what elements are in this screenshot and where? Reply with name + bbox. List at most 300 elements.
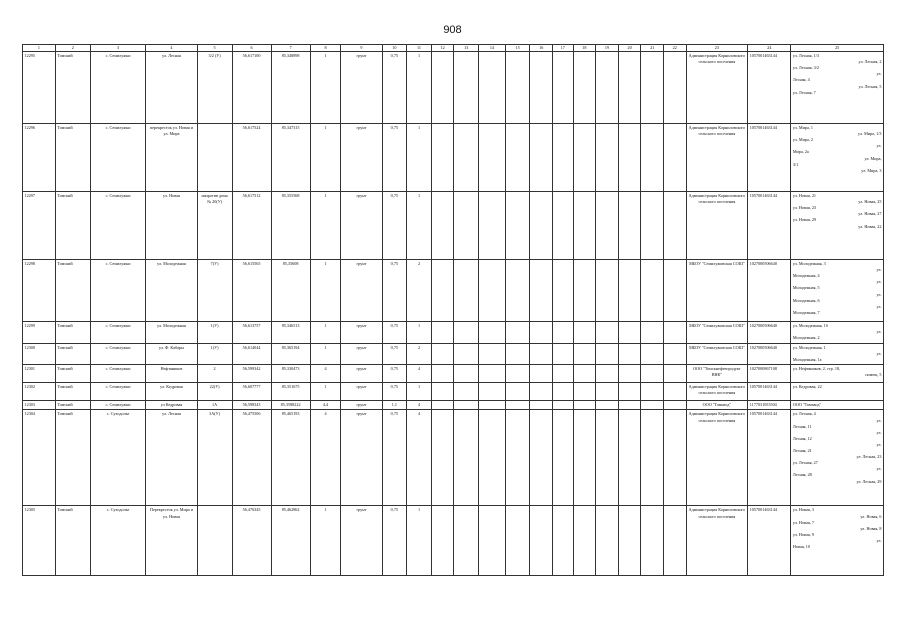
source-address: 3/1 <box>792 161 799 167</box>
house-number <box>197 124 232 192</box>
source-address: ул. Мира, 1/3 <box>858 131 882 137</box>
table-row <box>23 410 884 506</box>
owner: Администрация Корниловского сельского поселения <box>686 410 748 506</box>
latitude: 56,615565 <box>232 260 271 322</box>
district: Томский <box>55 344 90 365</box>
record-id: 12299 <box>23 322 56 344</box>
source-address: Мира, 2а <box>792 149 809 155</box>
owner: МБОУ "Семилужовская СОШ" <box>686 322 748 344</box>
container-volume: 2 <box>407 260 432 322</box>
empty-cell <box>618 192 641 260</box>
empty-cell <box>553 52 574 124</box>
empty-cell <box>663 365 686 383</box>
record-id: 12301 <box>23 365 56 383</box>
empty-cell <box>618 401 641 410</box>
empty-cell <box>479 506 506 576</box>
empty-cell <box>553 260 574 322</box>
district: Томский <box>55 52 90 124</box>
house-number: 22(У) <box>197 383 232 401</box>
house-number: 3/2 (У) <box>197 52 232 124</box>
container-volume: 1 <box>407 322 432 344</box>
waste-sources <box>791 344 884 365</box>
source-address: ул. Новая, 29 <box>792 217 817 223</box>
source-address: ул. Лесная, 3/2 <box>792 65 820 71</box>
street: ул. Лесная <box>146 52 197 124</box>
container-count: 1 <box>310 192 341 260</box>
empty-cell <box>596 383 619 401</box>
container-volume: 1 <box>407 383 432 401</box>
source-address: ул. Новая, 3 <box>792 507 814 513</box>
owner: МБОУ "Семилужовская СОШ" <box>686 344 748 365</box>
empty-cell <box>663 344 686 365</box>
empty-cell <box>505 192 530 260</box>
column-number: 22 <box>663 45 686 52</box>
longitude: 85,35608 <box>271 260 310 322</box>
container-volume: 1 <box>407 506 432 576</box>
source-address: Лесная, 11 <box>792 423 812 429</box>
empty-cell <box>641 401 664 410</box>
record-id: 12302 <box>23 383 56 401</box>
empty-cell <box>641 192 664 260</box>
record-id: 12304 <box>23 410 56 506</box>
empty-cell <box>479 192 506 260</box>
source-address: ул. Мира, <box>864 155 882 161</box>
empty-cell <box>573 52 596 124</box>
district: Томский <box>55 322 90 344</box>
source-address: ул. Лесная, 29 <box>856 478 882 484</box>
empty-cell <box>596 52 619 124</box>
table-row <box>23 383 884 401</box>
column-number: 5 <box>197 45 232 52</box>
container-count: 1 <box>310 260 341 322</box>
house-number: 1А <box>197 401 232 410</box>
surface-type: грунт <box>341 260 382 322</box>
empty-cell <box>505 322 530 344</box>
longitude: 85,355568 <box>271 192 310 260</box>
source-address: ул. Новая, 25 <box>858 199 882 205</box>
settlement: с. Семилужки <box>90 401 145 410</box>
source-address: ул. <box>876 279 882 285</box>
record-id: 12296 <box>23 124 56 192</box>
empty-cell <box>618 322 641 344</box>
empty-cell <box>479 124 506 192</box>
table-row <box>23 365 884 383</box>
source-address: ул. Новая, 9 <box>792 531 814 537</box>
empty-cell <box>505 365 530 383</box>
settlement: с. Семилужки <box>90 383 145 401</box>
house-number: 2 <box>197 365 232 383</box>
empty-cell <box>618 410 641 506</box>
empty-cell <box>479 410 506 506</box>
container-volume: 4 <box>407 410 432 506</box>
column-number: 18 <box>573 45 596 52</box>
empty-cell <box>618 383 641 401</box>
column-number: 19 <box>596 45 619 52</box>
district: Томский <box>55 410 90 506</box>
empty-cell <box>596 506 619 576</box>
waste-sources <box>791 401 884 410</box>
empty-cell <box>454 401 479 410</box>
empty-cell <box>431 322 454 344</box>
empty-cell <box>505 124 530 192</box>
empty-cell <box>431 383 454 401</box>
empty-cell <box>596 260 619 322</box>
column-number: 8 <box>310 45 341 52</box>
container-volume: 1 <box>407 52 432 124</box>
settlement: с. Семилужки <box>90 260 145 322</box>
street: Нефтяников <box>146 365 197 383</box>
street: ул. Лесная <box>146 410 197 506</box>
ogrn: 1057001463144 <box>748 506 791 576</box>
column-number: 6 <box>232 45 271 52</box>
site-area: 0,75 <box>382 365 407 383</box>
container-count: 4,4 <box>310 401 341 410</box>
empty-cell <box>641 260 664 322</box>
empty-cell <box>573 344 596 365</box>
empty-cell <box>505 401 530 410</box>
source-address: Лесная, 28 <box>792 472 812 478</box>
latitude: 56,607777 <box>232 383 271 401</box>
empty-cell <box>454 124 479 192</box>
latitude: 56,614044 <box>232 344 271 365</box>
table-row <box>23 401 884 410</box>
empty-cell <box>479 52 506 124</box>
empty-cell <box>454 52 479 124</box>
longitude: 85,462862 <box>271 506 310 576</box>
longitude: 85,346513 <box>271 322 310 344</box>
street: ул. Молодежная <box>146 322 197 344</box>
source-address: ул. Мира, 1 <box>792 125 814 131</box>
empty-cell <box>530 192 553 260</box>
empty-cell <box>596 410 619 506</box>
source-address: ООО "Томьвод" <box>792 402 822 408</box>
surface-type: грунт <box>341 383 382 401</box>
empty-cell <box>454 322 479 344</box>
empty-cell <box>505 506 530 576</box>
source-address: ул. Лесная, 1/3 <box>792 53 820 59</box>
empty-cell <box>618 52 641 124</box>
owner: Администрация Корниловского сельского поселения <box>686 383 748 401</box>
source-address: ул. Лесная, 7 <box>792 89 816 95</box>
site-area: 0,75 <box>382 124 407 192</box>
source-address: ул. <box>876 71 882 77</box>
longitude: 85,3588222 <box>271 401 310 410</box>
container-count: 1 <box>310 124 341 192</box>
column-number-row <box>23 45 884 52</box>
empty-cell <box>530 383 553 401</box>
empty-cell <box>431 365 454 383</box>
site-area: 0,75 <box>382 260 407 322</box>
longitude: 85,348898 <box>271 52 310 124</box>
empty-cell <box>530 260 553 322</box>
ogrn: 1057001463144 <box>748 410 791 506</box>
column-number: 17 <box>553 45 574 52</box>
ogrn: 1057001463144 <box>748 192 791 260</box>
house-number: напротив дома № 20(У) <box>197 192 232 260</box>
street: ул. Кедровая <box>146 383 197 401</box>
column-number: 16 <box>530 45 553 52</box>
empty-cell <box>663 506 686 576</box>
street: ул. Молодежная <box>146 260 197 322</box>
container-volume: 4 <box>407 365 432 383</box>
waste-sources <box>791 52 884 124</box>
empty-cell <box>596 192 619 260</box>
source-address: Молодежная, 5 <box>792 285 820 291</box>
container-volume: 1 <box>407 192 432 260</box>
waste-sources <box>791 322 884 344</box>
column-number: 9 <box>341 45 382 52</box>
site-area: 0,75 <box>382 192 407 260</box>
site-area: 1,1 <box>382 401 407 410</box>
empty-cell <box>618 260 641 322</box>
empty-cell <box>573 383 596 401</box>
source-address: ул. <box>876 466 882 472</box>
latitude: 56,617100 <box>232 52 271 124</box>
column-number: 14 <box>479 45 506 52</box>
empty-cell <box>530 365 553 383</box>
owner: ООО "Томскнефтепродукт ВНК" <box>686 365 748 383</box>
source-address: ул. Новая, 8 <box>860 525 882 531</box>
empty-cell <box>431 192 454 260</box>
waste-sources <box>791 410 884 506</box>
owner: ООО "Томьвод" <box>686 401 748 410</box>
record-id: 12305 <box>23 506 56 576</box>
longitude: 85,465193 <box>271 410 310 506</box>
surface-type: грунт <box>341 401 382 410</box>
empty-cell <box>663 192 686 260</box>
empty-cell <box>663 322 686 344</box>
source-address: Молодежная, 6 <box>792 297 820 303</box>
column-number: 2 <box>55 45 90 52</box>
waste-sources <box>791 383 884 401</box>
empty-cell <box>530 401 553 410</box>
ogrn: 1057001463144 <box>748 52 791 124</box>
column-number: 20 <box>618 45 641 52</box>
record-id: 12297 <box>23 192 56 260</box>
empty-cell <box>479 365 506 383</box>
district: Томский <box>55 124 90 192</box>
district: Томский <box>55 401 90 410</box>
source-address: Молодежная, 1а <box>792 357 822 363</box>
settlement: с. Семилужки <box>90 344 145 365</box>
column-number: 12 <box>431 45 454 52</box>
latitude: 56,599342 <box>232 365 271 383</box>
table-row <box>23 344 884 365</box>
source-address: ул. <box>876 303 882 309</box>
owner: Администрация Корниловского сельского поселения <box>686 506 748 576</box>
source-address: ул. Лесная, 4 <box>792 411 816 417</box>
empty-cell <box>596 344 619 365</box>
source-address: Молодежная, 4 <box>792 273 820 279</box>
source-address: ул. Новая, 21 <box>792 193 817 199</box>
empty-cell <box>431 410 454 506</box>
column-number: 10 <box>382 45 407 52</box>
site-area: 0,75 <box>382 322 407 344</box>
page-number: 908 <box>443 24 462 36</box>
empty-cell <box>618 365 641 383</box>
source-address: ул. Лесная, 23 <box>856 454 882 460</box>
owner: Администрация Корниловского сельского поселения <box>686 52 748 124</box>
empty-cell <box>530 410 553 506</box>
container-count: 4 <box>310 365 341 383</box>
empty-cell <box>553 365 574 383</box>
latitude: 56,617524 <box>232 124 271 192</box>
column-number: 25 <box>791 45 884 52</box>
house-number <box>197 506 232 576</box>
source-address: ул. Лесная, 2 <box>858 59 882 65</box>
source-address: ул. Новая, 23 <box>792 205 817 211</box>
latitude: 56,617512 <box>232 192 271 260</box>
table-row <box>23 124 884 192</box>
district: Томский <box>55 260 90 322</box>
settlement: с. Суходолье <box>90 506 145 576</box>
empty-cell <box>479 344 506 365</box>
source-address: Лесная, 4 <box>792 77 810 83</box>
source-address: ул. Мира, 3 <box>861 167 882 173</box>
empty-cell <box>530 52 553 124</box>
empty-cell <box>641 52 664 124</box>
empty-cell <box>618 344 641 365</box>
surface-type: грунт <box>341 344 382 365</box>
empty-cell <box>553 401 574 410</box>
source-address: ул. Мира, 2 <box>792 137 814 143</box>
empty-cell <box>431 401 454 410</box>
empty-cell <box>431 124 454 192</box>
street: ул. Новая <box>146 192 197 260</box>
empty-cell <box>505 344 530 365</box>
empty-cell <box>431 344 454 365</box>
source-address: ул. Лесная, 5 <box>858 83 882 89</box>
empty-cell <box>454 344 479 365</box>
empty-cell <box>530 124 553 192</box>
column-number: 7 <box>271 45 310 52</box>
empty-cell <box>663 52 686 124</box>
waste-sources <box>791 260 884 322</box>
empty-cell <box>641 344 664 365</box>
house-number: 7(У) <box>197 260 232 322</box>
street: перекресток ул. Новая и ул. Мира <box>146 124 197 192</box>
source-address: ул. <box>876 267 882 273</box>
empty-cell <box>454 260 479 322</box>
house-number: 3А(У) <box>197 410 232 506</box>
empty-cell <box>641 410 664 506</box>
latitude: 56,613757 <box>232 322 271 344</box>
owner: Администрация Корниловского сельского поселения <box>686 192 748 260</box>
record-id: 12295 <box>23 52 56 124</box>
empty-cell <box>505 410 530 506</box>
empty-cell <box>663 124 686 192</box>
waste-sources <box>791 506 884 576</box>
house-number: 1(У) <box>197 322 232 344</box>
empty-cell <box>573 365 596 383</box>
table-row <box>23 260 884 322</box>
settlement: с. Семилужки <box>90 124 145 192</box>
ogrn: 1177031053504 <box>748 401 791 410</box>
record-id: 12303 <box>23 401 56 410</box>
empty-cell <box>454 506 479 576</box>
column-number: 24 <box>748 45 791 52</box>
surface-type: грунт <box>341 410 382 506</box>
source-address: ул. Молодежная, 3 <box>792 261 826 267</box>
container-count: 1 <box>310 322 341 344</box>
empty-cell <box>596 322 619 344</box>
empty-cell <box>573 260 596 322</box>
ogrn: 1057001463144 <box>748 383 791 401</box>
empty-cell <box>479 322 506 344</box>
source-address: ул. <box>876 351 882 357</box>
source-address: ул. <box>876 143 882 149</box>
record-id: 12298 <box>23 260 56 322</box>
source-address: ул. Молодежная, 1 <box>792 345 826 351</box>
surface-type: грунт <box>341 322 382 344</box>
source-address: помещ. 5 <box>865 372 882 378</box>
settlement: с. Семилужки <box>90 192 145 260</box>
table-row <box>23 506 884 576</box>
latitude: 56,476345 <box>232 506 271 576</box>
empty-cell <box>573 401 596 410</box>
empty-cell <box>454 410 479 506</box>
container-count: 1 <box>310 344 341 365</box>
empty-cell <box>641 322 664 344</box>
site-area: 0,75 <box>382 344 407 365</box>
empty-cell <box>530 344 553 365</box>
waste-sources <box>791 124 884 192</box>
container-count: 4 <box>310 410 341 506</box>
empty-cell <box>641 383 664 401</box>
empty-cell <box>505 52 530 124</box>
ogrn: 1027000506640 <box>748 260 791 322</box>
latitude: 56,475506 <box>232 410 271 506</box>
container-count: 1 <box>310 383 341 401</box>
empty-cell <box>553 410 574 506</box>
empty-cell <box>641 124 664 192</box>
waste-sources <box>791 192 884 260</box>
empty-cell <box>618 124 641 192</box>
source-address: ул. <box>876 537 882 543</box>
empty-cell <box>553 506 574 576</box>
surface-type: грунт <box>341 192 382 260</box>
empty-cell <box>663 260 686 322</box>
empty-cell <box>530 322 553 344</box>
empty-cell <box>596 365 619 383</box>
source-address: Молодежная, 2 <box>792 335 820 341</box>
surface-type: грунт <box>341 365 382 383</box>
source-address: ул. Молодежная, 1б <box>792 323 828 329</box>
empty-cell <box>431 260 454 322</box>
empty-cell <box>431 52 454 124</box>
site-area: 0,75 <box>382 410 407 506</box>
site-area: 0,75 <box>382 506 407 576</box>
source-address: Новая, 10 <box>792 544 810 550</box>
empty-cell <box>663 401 686 410</box>
column-number: 4 <box>146 45 197 52</box>
district: Томский <box>55 192 90 260</box>
empty-cell <box>573 192 596 260</box>
empty-cell <box>553 383 574 401</box>
longitude: 85,330473 <box>271 365 310 383</box>
empty-cell <box>663 410 686 506</box>
surface-type: грунт <box>341 124 382 192</box>
empty-cell <box>454 383 479 401</box>
container-volume: 1 <box>407 124 432 192</box>
column-number: 1 <box>23 45 56 52</box>
latitude: 56,598343 <box>232 401 271 410</box>
empty-cell <box>553 192 574 260</box>
source-address: Лесная, 12 <box>792 435 812 441</box>
column-number: 11 <box>407 45 432 52</box>
longitude: 85,365194 <box>271 344 310 365</box>
column-number: 13 <box>454 45 479 52</box>
